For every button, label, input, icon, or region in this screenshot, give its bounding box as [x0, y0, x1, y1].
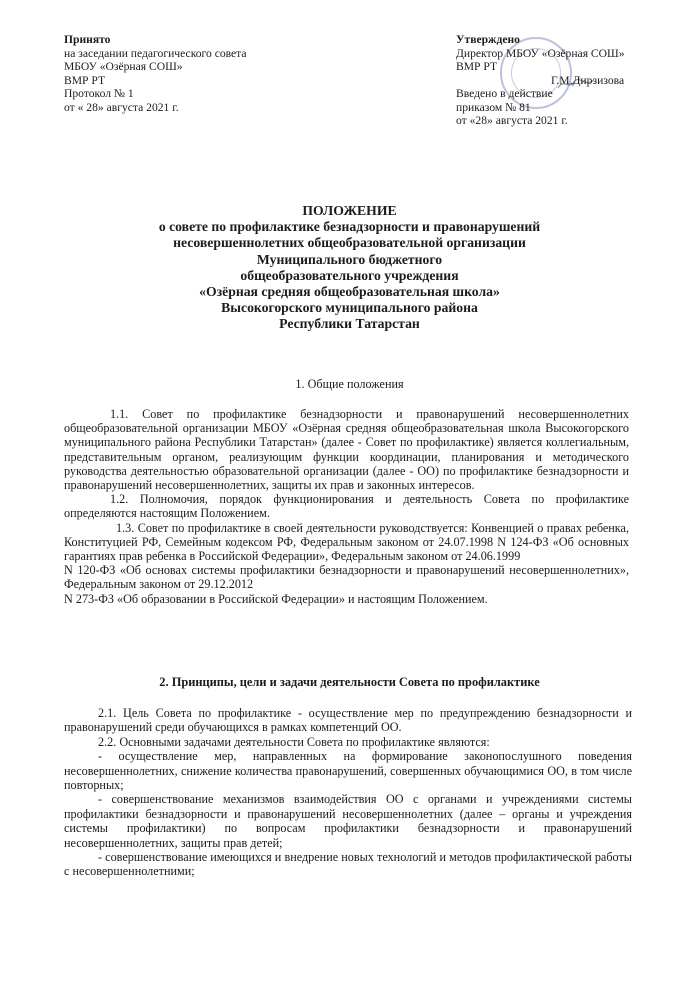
approval-block-left — [64, 33, 247, 114]
approved-line: Директор МБОУ «Озёрная СОШ» — [456, 46, 625, 60]
approved-line: Введено в действие — [456, 87, 553, 100]
approved-line: Г.М.Дирзизова — [551, 73, 625, 87]
approved-line: от «28» августа 2021 г. — [456, 114, 568, 127]
title-line: Высокогорского муниципального района — [221, 300, 478, 316]
task-item: - осуществление мер, направленных на формирование законопослушного поведения несовершеннолетних, снижение количества правонарушений, совершенных обучающимися ОО, в том числе повторных; — [64, 749, 632, 793]
document-title — [0, 203, 699, 333]
task-item: - совершенствование механизмов взаимодействия ОО с органами и учреждениями системы профилактики безнадзорности и правонарушений несовершеннолетних (далее – органы и учреждения системы профилактики) по вопросам профилактики безнадзорности и правонарушений несовершеннолетних, защиты прав детей; — [64, 792, 632, 850]
task-item: - совершенствование имеющихся и внедрение новых технологий и методов профилактической работы с несовершеннолетними; — [64, 850, 632, 879]
approval-line: ВМР РТ — [64, 73, 106, 87]
approval-line: Протокол № 1 — [64, 87, 134, 100]
paragraph-1-3: 1.3. Совет по профилактике в своей деятельности руководствуется: Конвенцией о правах ребенка, Конституцией РФ, Семейным кодексом РФ, Федеральным законом от 24.07.1998 N 124-ФЗ «Об основных гарантиях прав ребенка в Российской Федерации», Федеральным законом от 24.06.1999 — [64, 520, 629, 564]
title-line: несовершеннолетних общеобразовательной организации — [173, 235, 526, 251]
paragraph-2-2: 2.2. Основными задачами деятельности Совета по профилактике являются: — [98, 734, 490, 749]
title-line: «Озёрная средняя общеобразовательная школа» — [199, 284, 500, 300]
section-2-body — [64, 706, 632, 879]
paragraph-1-3-cont: N 120-ФЗ «Об основах системы профилактики безнадзорности и правонарушений несовершеннолетних», Федеральным законом от 29.12.2012 — [64, 563, 629, 592]
title-line: Республики Татарстан — [279, 316, 420, 332]
approval-block-right — [456, 33, 625, 128]
paragraph-2-1: 2.1. Цель Совета по профилактике - осуществление мер по предупреждению безнадзорности и правонарушений среди обучающихся в рамках компетенций ОО. — [64, 706, 632, 735]
title-line: ПОЛОЖЕНИЕ — [302, 203, 397, 218]
approval-line: МБОУ «Озёрная СОШ» — [64, 60, 183, 73]
title-line: общеобразовательного учреждения — [240, 267, 459, 283]
title-line: о совете по профилактике безнадзорности и правонарушений — [158, 219, 541, 235]
section-1-body — [64, 407, 629, 606]
paragraph-1-2: 1.2. Полномочия, порядок функционирования и деятельность Совета по профилактике определяются настоящим Положением. — [64, 492, 629, 521]
section-2-heading: 2. Принципы, цели и задачи деятельности Совета по профилактике — [159, 675, 540, 689]
approval-line: на заседании педагогического совета — [64, 46, 247, 60]
approved-line: приказом № 81 — [456, 100, 531, 114]
paragraph-1-1: 1.1. Совет по профилактике безнадзорности и правонарушений несовершеннолетних общеобразовательной организации МБОУ «Озёрная средняя общеобразовательная школа Высокогорского муниципального района Республики Татарстан» (далее - Совет по профилактике) является коллегиальным, представительным органом, реализующим функции координации, планирования и методического руководства деятельностью образовательной организации (далее - ОО) по профилактике безнадзорности и правонарушений несовершеннолетних, защиты их прав и законных интересов. — [64, 407, 629, 493]
approval-line: от « 28» августа 2021 г. — [64, 100, 179, 114]
paragraph-1-3-end: N 273-ФЗ «Об образовании в Российской Федерации» и настоящим Положением. — [64, 591, 488, 606]
approved-title: Утверждено — [456, 33, 520, 46]
approved-line: ВМР РТ — [456, 60, 498, 73]
title-line: Муниципального бюджетного — [256, 251, 443, 267]
approval-title: Принято — [64, 33, 111, 46]
section-1-heading: 1. Общие положения — [295, 377, 404, 391]
